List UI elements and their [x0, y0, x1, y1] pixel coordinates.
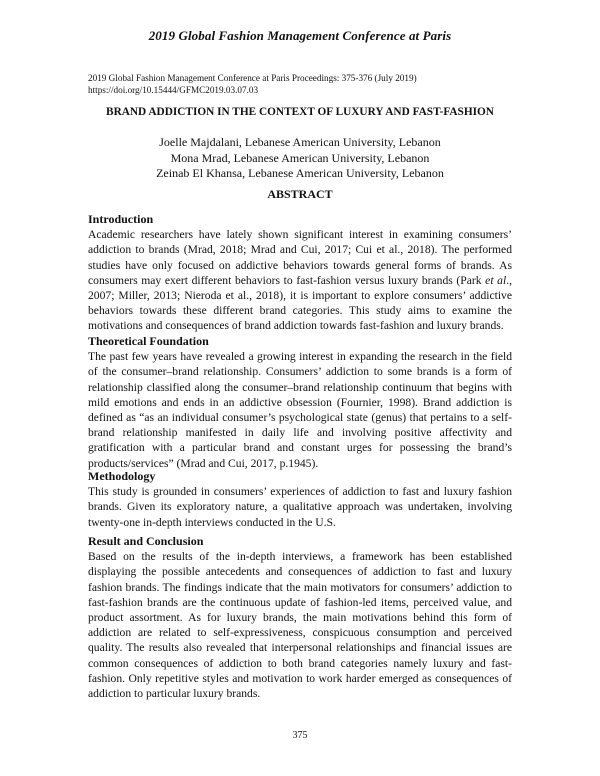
- paper-title: BRAND ADDICTION IN THE CONTEXT OF LUXURY AND FAST-FASHION: [106, 106, 494, 118]
- section-body: The past few years have revealed a growing interest in expanding the research in the field of the consumer–brand relationship. Consumers’ addiction to some brands is a form of relationship classified along the consumer–brand relationship continuum that begins with mild emotions and ends in an addictive obsession (Fournier, 1998). Brand addiction is defined as “as an individual consumer’s psychological state (genus) that pertains to a self-brand relationship manifested in daily life and involving positive affectivity and gratification with a particular brand and constant urges for possessing the brand’s products/services” (Mrad and Cui, 2017, p.1945).: [88, 350, 512, 470]
- section-theoretical-foundation: [88, 334, 512, 471]
- body-text: ., 2007; Miller, 2013; Nieroda et al., 2018), it is important to explore consumers’ addictive behaviors towards these different brand categories. This study aims to examine the motivations and consequences of brand addiction towards fast-fashion and luxury brands.: [88, 273, 512, 333]
- body-text: Academic researchers have lately shown significant interest in examining consumers’ addiction to brands (Mrad, 2018; Mrad and Cui, 2017; Cui et al., 2018). The performed studies have only focused on addictive behaviors towards general forms of brands. As consumers may exert different behaviors to fast-fashion versus luxury brands (Park: [88, 228, 512, 287]
- section-methodology: [88, 469, 512, 530]
- section-body: Based on the results of the in-depth interviews, a framework has been established displaying the possible antecedents and consequences of addiction to fast and luxury fashion brands. The findings indicate that the main motivators for consumers’ addiction to fast-fashion brands are the continuous update of fashion-led items, perceived value, and product assortment. As for luxury brands, the main motivations behind this form of addiction are related to self-expressiveness, conspicuous consumption and perceived quality. The results also revealed that interpersonal relationships and financial issues are common consequences of addiction to both brand categories namely luxury and fast-fashion. Only repetitive styles and motivation to work harder emerged as consequences of addiction to particular luxury brands.: [88, 550, 512, 701]
- abstract-heading: ABSTRACT: [267, 187, 333, 201]
- proceedings-info: [88, 73, 528, 96]
- proceedings-citation: 2019 Global Fashion Management Conference at Paris Proceedings: 375-376 (July 2019): [88, 73, 417, 83]
- author-3: Zeinab El Khansa, Lebanese American University, Lebanon: [156, 166, 444, 180]
- section-heading: Result and Conclusion: [88, 534, 204, 548]
- conference-header: 2019 Global Fashion Management Conference at Paris: [148, 28, 452, 43]
- doi-link[interactable]: https://doi.org/10.15444/GFMC2019.03.07.03: [88, 84, 259, 95]
- section-introduction: [88, 212, 512, 334]
- body-text-italic: et al: [485, 273, 507, 287]
- section-body: This study is grounded in consumers’ experiences of addiction to fast and luxury fashion brands. Given its exploratory nature, a qualitative approach was undertaken, involving twenty-one in-depth interviews conducted in the U.S.: [88, 485, 512, 529]
- section-heading: Methodology: [88, 469, 156, 483]
- author-1: Joelle Majdalani, Lebanese American University, Lebanon: [159, 135, 441, 149]
- section-heading: Theoretical Foundation: [88, 334, 209, 348]
- author-list: [0, 135, 600, 182]
- section-result-and-conclusion: [88, 534, 512, 701]
- section-body: [88, 227, 512, 333]
- page-number: 375: [292, 730, 308, 741]
- section-heading: Introduction: [88, 212, 154, 226]
- author-2: Mona Mrad, Lebanese American University, Lebanon: [170, 150, 430, 165]
